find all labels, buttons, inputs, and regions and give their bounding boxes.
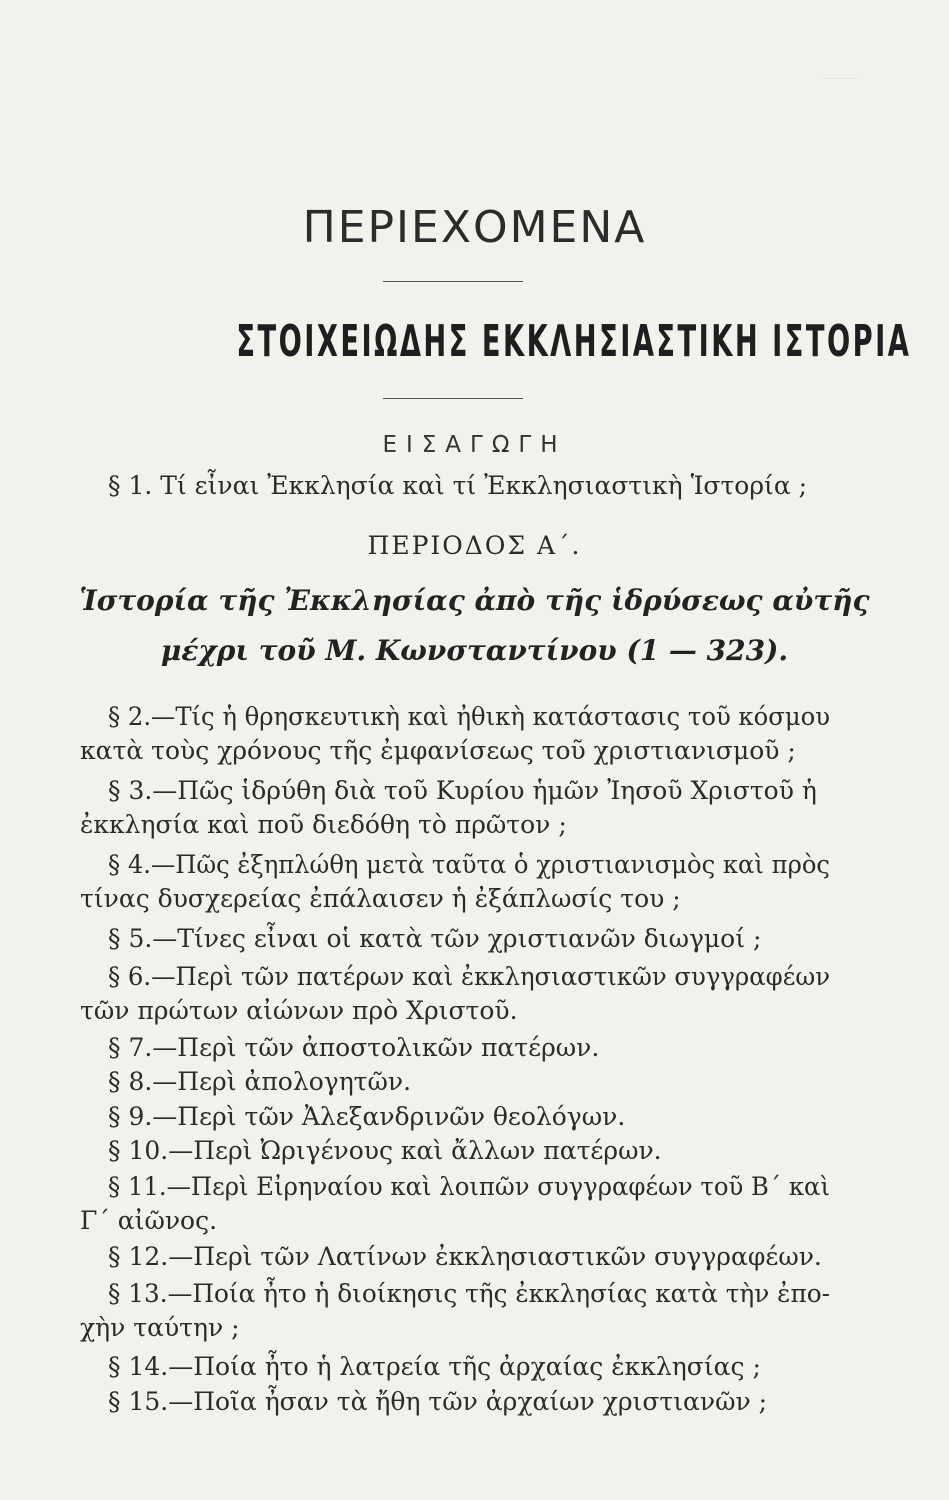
toc-entry: § 1. Τί εἶναι Ἐκκλησία καὶ τί Ἐκκλησιαστικὴ Ἱστορία ; (108, 471, 808, 500)
toc-entry: § 12.—Περὶ τῶν Λατίνων ἐκκλησιαστικῶν συγγραφέων. (108, 1242, 822, 1271)
section-heading-introduction: ΕΙΣΑΓΩΓΗ (382, 432, 567, 458)
toc-entry-continuation: ἐκκλησία καὶ ποῦ διεδόθη τὸ πρῶτον ; (80, 810, 567, 839)
book-title: ΣΤΟΙΧΕΙΩΔΗΣ ΕΚΚΛΗΣΙΑΣΤΙΚΗ ΙΣΤΟΡΙΑ (236, 316, 912, 367)
toc-entry-continuation: τίνας δυσχερείας ἐπάλαισεν ἡ ἐξάπλωσίς του ; (80, 884, 681, 913)
period-subtitle-line2: μέχρι τοῦ Μ. Κωνσταντίνου (1 — 323). (160, 634, 789, 667)
toc-entry-continuation: τῶν πρώτων αἰώνων πρὸ Χριστοῦ. (80, 996, 518, 1025)
toc-entry: § 2.—Τίς ἡ θρησκευτικὴ καὶ ἠθικὴ κατάστασις τοῦ κόσμου (108, 702, 830, 731)
toc-entry: § 3.—Πῶς ἱδρύθη διὰ τοῦ Κυρίου ἡμῶν Ἰησοῦ Χριστοῦ ἡ (108, 776, 817, 805)
toc-entry: § 11.—Περὶ Εἰρηναίου καὶ λοιπῶν συγγραφέων τοῦ Β΄ καὶ (108, 1172, 830, 1201)
toc-entry: § 9.—Περὶ τῶν Ἀλεξανδρινῶν θεολόγων. (108, 1102, 626, 1131)
toc-entry: § 5.—Τίνες εἶναι οἱ κατὰ τῶν χριστιανῶν διωγμοί ; (108, 924, 762, 953)
toc-entry: § 14.—Ποία ἦτο ἡ λατρεία τῆς ἀρχαίας ἐκκλησίας ; (108, 1352, 761, 1381)
page-title: ΠΕΡΙΕΧΟΜΕΝΑ (302, 202, 647, 253)
toc-entry: § 4.—Πῶς ἐξηπλώθη μετὰ ταῦτα ὁ χριστιανισμὸς καὶ πρὸς (108, 850, 830, 879)
toc-entry: § 8.—Περὶ ἀπολογητῶν. (108, 1067, 412, 1096)
toc-entry-continuation: χὴν ταύτην ; (80, 1313, 240, 1342)
toc-entry: § 7.—Περὶ τῶν ἀποστολικῶν πατέρων. (108, 1033, 600, 1062)
bleed-through (820, 58, 860, 79)
divider (383, 281, 523, 282)
toc-entry: § 10.—Περὶ Ὠριγένους καὶ ἄλλων πατέρων. (108, 1136, 662, 1165)
period-subtitle-line1: Ἱστορία τῆς Ἐκκλησίας ἀπὸ τῆς ἱδρύσεως αὐτῆς (79, 584, 870, 617)
period-heading: ΠΕΡΙΟΔΟΣ Α΄. (367, 531, 582, 560)
toc-entry: § 13.—Ποία ἦτο ἡ διοίκησις τῆς ἐκκλησίας κατὰ τὴν ἐπο- (108, 1279, 830, 1308)
toc-entry: § 6.—Περὶ τῶν πατέρων καὶ ἐκκλησιαστικῶν συγγραφέων (108, 962, 830, 991)
toc-entry-continuation: Γ΄ αἰῶνος. (80, 1206, 218, 1235)
divider (383, 398, 523, 399)
toc-entry: § 15.—Ποῖα ἦσαν τὰ ἤθη τῶν ἀρχαίων χριστιανῶν ; (108, 1387, 768, 1416)
toc-entry-continuation: κατὰ τοὺς χρόνους τῆς ἐμφανίσεως τοῦ χριστιανισμοῦ ; (80, 736, 796, 765)
